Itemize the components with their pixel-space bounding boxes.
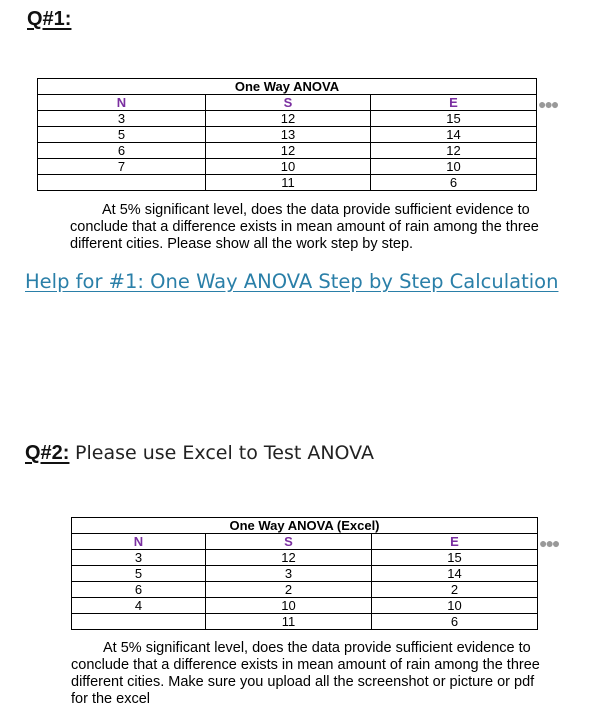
cell: 6 [372, 614, 538, 630]
header-e: E [372, 534, 538, 550]
q1-label: Q#1: [27, 8, 72, 30]
cell: 11 [206, 614, 372, 630]
ellipsis-icon[interactable]: ●●● [539, 535, 559, 551]
table-row [38, 127, 537, 143]
cell: 13 [206, 127, 371, 143]
q1-heading [27, 8, 71, 31]
q1-question-line: conclude that a difference exists in mean amount of rain among the three [70, 219, 539, 235]
q2-question-line: for the excel [71, 691, 150, 707]
cell: 10 [371, 159, 537, 175]
q1-question [70, 202, 570, 253]
cell: 12 [206, 111, 371, 127]
table-title: One Way ANOVA [38, 79, 537, 95]
q2-question [71, 640, 576, 708]
cell: 3 [206, 566, 372, 582]
table-header-row [38, 95, 537, 111]
cell [38, 175, 206, 191]
table-row [72, 550, 538, 566]
cell: 10 [206, 598, 372, 614]
cell: 12 [371, 143, 537, 159]
cell: 12 [206, 143, 371, 159]
q1-question-line: At 5% significant level, does the data provide sufficient evidence to [102, 202, 530, 218]
cell: 5 [38, 127, 206, 143]
table-row [72, 598, 538, 614]
cell: 6 [72, 582, 206, 598]
q2-anova-table [71, 517, 538, 630]
q2-heading-text: Please use Excel to Test ANOVA [75, 442, 374, 464]
header-n: N [38, 95, 206, 111]
cell: 10 [372, 598, 538, 614]
header-e: E [371, 95, 537, 111]
table-title: One Way ANOVA (Excel) [72, 518, 538, 534]
cell: 15 [372, 550, 538, 566]
cell: 6 [371, 175, 537, 191]
cell: 10 [206, 159, 371, 175]
header-s: S [206, 95, 371, 111]
cell: 5 [72, 566, 206, 582]
q2-label: Q#2: [25, 442, 70, 464]
table-header-row [72, 534, 538, 550]
table-row [38, 111, 537, 127]
cell [72, 614, 206, 630]
cell: 11 [206, 175, 371, 191]
table-row [38, 159, 537, 175]
cell: 3 [38, 111, 206, 127]
cell: 6 [38, 143, 206, 159]
table-row [72, 566, 538, 582]
cell: 15 [371, 111, 537, 127]
q1-anova-table [37, 78, 537, 191]
help-link[interactable]: Help for #1: One Way ANOVA Step by Step Calculation [25, 270, 559, 293]
q2-question-line: At 5% significant level, does the data provide sufficient evidence to [103, 640, 531, 656]
table-row [72, 614, 538, 630]
cell: 2 [206, 582, 372, 598]
cell: 3 [72, 550, 206, 566]
q1-question-line: different cities. Please show all the work step by step. [70, 236, 414, 252]
table-row [38, 175, 537, 191]
cell: 4 [72, 598, 206, 614]
table-title-row [38, 79, 537, 95]
table-row [38, 143, 537, 159]
ellipsis-icon[interactable]: ●●● [538, 96, 558, 112]
q2-heading [25, 442, 374, 465]
q2-question-line: conclude that a difference exists in mean amount of rain among the three [71, 657, 540, 673]
table-title-row [72, 518, 538, 534]
cell: 7 [38, 159, 206, 175]
header-s: S [206, 534, 372, 550]
q2-question-line: different cities. Make sure you upload all the screenshot or picture or pdf [71, 674, 535, 690]
header-n: N [72, 534, 206, 550]
cell: 2 [372, 582, 538, 598]
cell: 14 [371, 127, 537, 143]
table-row [72, 582, 538, 598]
cell: 14 [372, 566, 538, 582]
cell: 12 [206, 550, 372, 566]
